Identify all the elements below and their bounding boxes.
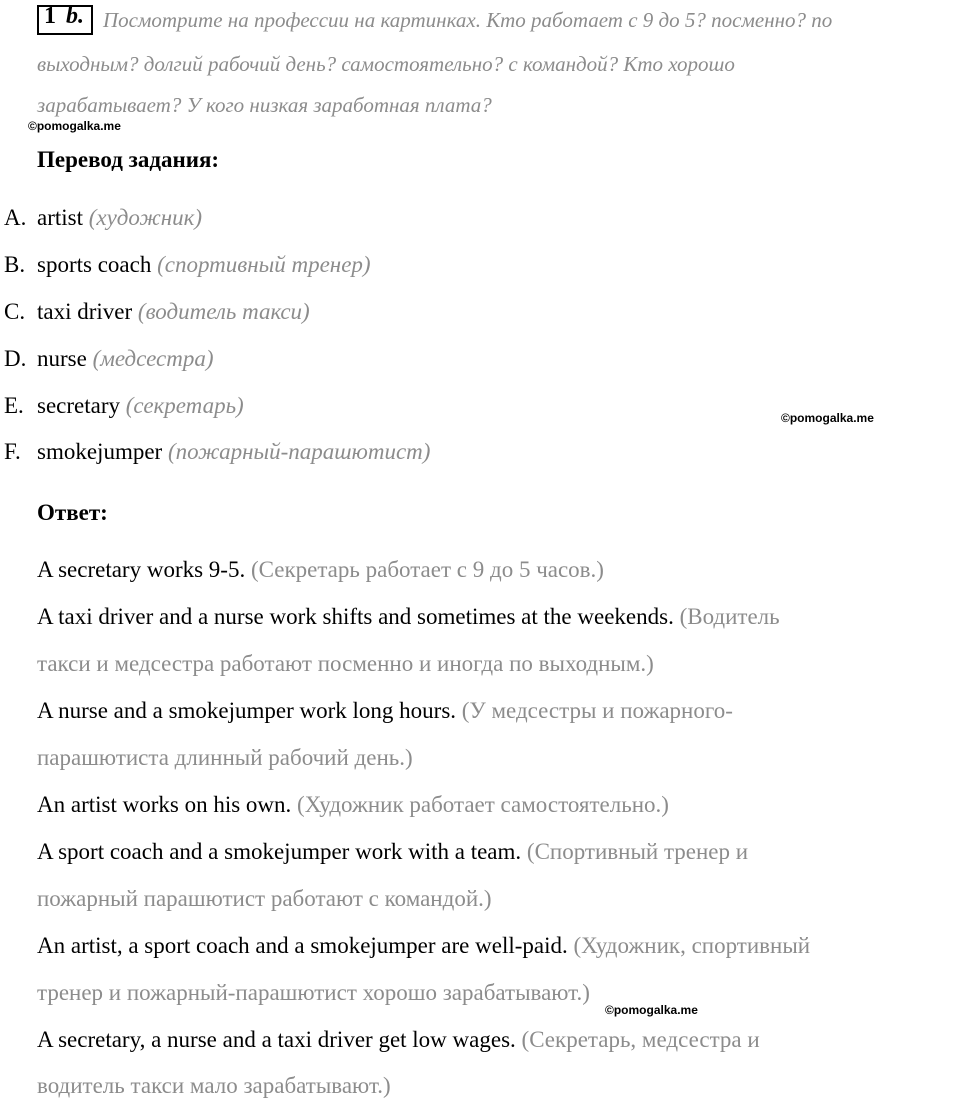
answer-english: A secretary works 9-5. (37, 557, 246, 582)
watermark-top: ©pomogalka.me (28, 119, 121, 133)
task-instruction-line-2: выходным? долгий рабочий день? самостоятельно? с командой? Кто хорошо (37, 52, 735, 76)
answer-heading: Ответ: (37, 500, 108, 525)
task-letter: b. (66, 3, 84, 29)
option-b (4, 252, 371, 278)
option-f (4, 439, 430, 465)
option-letter: D. (4, 346, 27, 371)
option-letter: C. (4, 299, 26, 324)
option-russian: (секретарь) (125, 393, 244, 418)
answer-6-russian-continued: тренер и пожарный-парашютист хорошо зарабатывают.) (37, 980, 590, 1005)
answer-english: A taxi driver and a nurse work shifts and sometimes at the weekends. (37, 604, 674, 629)
option-english: smokejumper (37, 439, 163, 464)
option-d (4, 346, 213, 372)
answer-russian: (Художник, спортивный (573, 933, 811, 958)
option-russian: (пожарный-парашютист) (167, 439, 431, 464)
watermark-middle: ©pomogalka.me (781, 411, 874, 425)
option-a (4, 205, 202, 231)
answer-russian: (У медсестры и пожарного- (461, 698, 733, 723)
answer-english: An artist, a sport coach and a smokejumper are well-paid. (37, 933, 568, 958)
option-english: secretary (37, 393, 120, 418)
option-english: nurse (37, 346, 87, 371)
task-instruction-line-3: зарабатывает? У кого низкая заработная плата? (37, 93, 492, 117)
option-letter: A. (4, 205, 27, 230)
option-english: taxi driver (37, 299, 133, 324)
option-letter: F. (4, 439, 21, 464)
option-russian: (водитель такси) (137, 299, 310, 324)
task-instruction-line-1: Посмотрите на профессии на картинках. Кто работает с 9 до 5? посменно? по (103, 8, 833, 32)
watermark-bottom: ©pomogalka.me (605, 1003, 698, 1017)
option-letter: B. (4, 252, 26, 277)
option-russian: (медсестра) (92, 346, 214, 371)
answer-russian: (Водитель (679, 604, 780, 629)
answer-5 (37, 839, 748, 865)
option-english: sports coach (37, 252, 152, 277)
answer-2-russian-continued: такси и медсестра работают посменно и иногда по выходным.) (37, 651, 654, 676)
answer-russian: (Секретарь, медсестра и (521, 1027, 760, 1052)
answer-english: An artist works on his own. (37, 792, 292, 817)
option-russian: (художник) (88, 205, 203, 230)
answer-7 (37, 1027, 760, 1053)
answer-2 (37, 604, 780, 630)
translation-heading: Перевод задания: (37, 147, 220, 172)
answer-1 (37, 557, 604, 583)
option-c (4, 299, 310, 325)
answer-6 (37, 933, 810, 959)
answer-russian: (Секретарь работает с 9 до 5 часов.) (250, 557, 604, 582)
answer-3 (37, 698, 733, 724)
option-e (4, 393, 244, 419)
answer-3-russian-continued: парашютиста длинный рабочий день.) (37, 745, 413, 770)
answer-7-russian-continued: водитель такси мало зарабатывают.) (37, 1073, 391, 1098)
answer-russian: (Спортивный тренер и (526, 839, 749, 864)
task-number: 1 (44, 3, 56, 29)
option-english: artist (37, 205, 83, 230)
answer-russian: (Художник работает самостоятельно.) (297, 792, 669, 817)
answer-english: A sport coach and a smokejumper work with a team. (37, 839, 522, 864)
answer-4 (37, 792, 669, 818)
option-letter: E. (4, 393, 24, 418)
option-russian: (спортивный тренер) (157, 252, 371, 277)
answer-english: A secretary, a nurse and a taxi driver get low wages. (37, 1027, 516, 1052)
answer-5-russian-continued: пожарный парашютист работают с командой.) (37, 886, 492, 911)
answer-english: A nurse and a smokejumper work long hours. (37, 698, 457, 723)
